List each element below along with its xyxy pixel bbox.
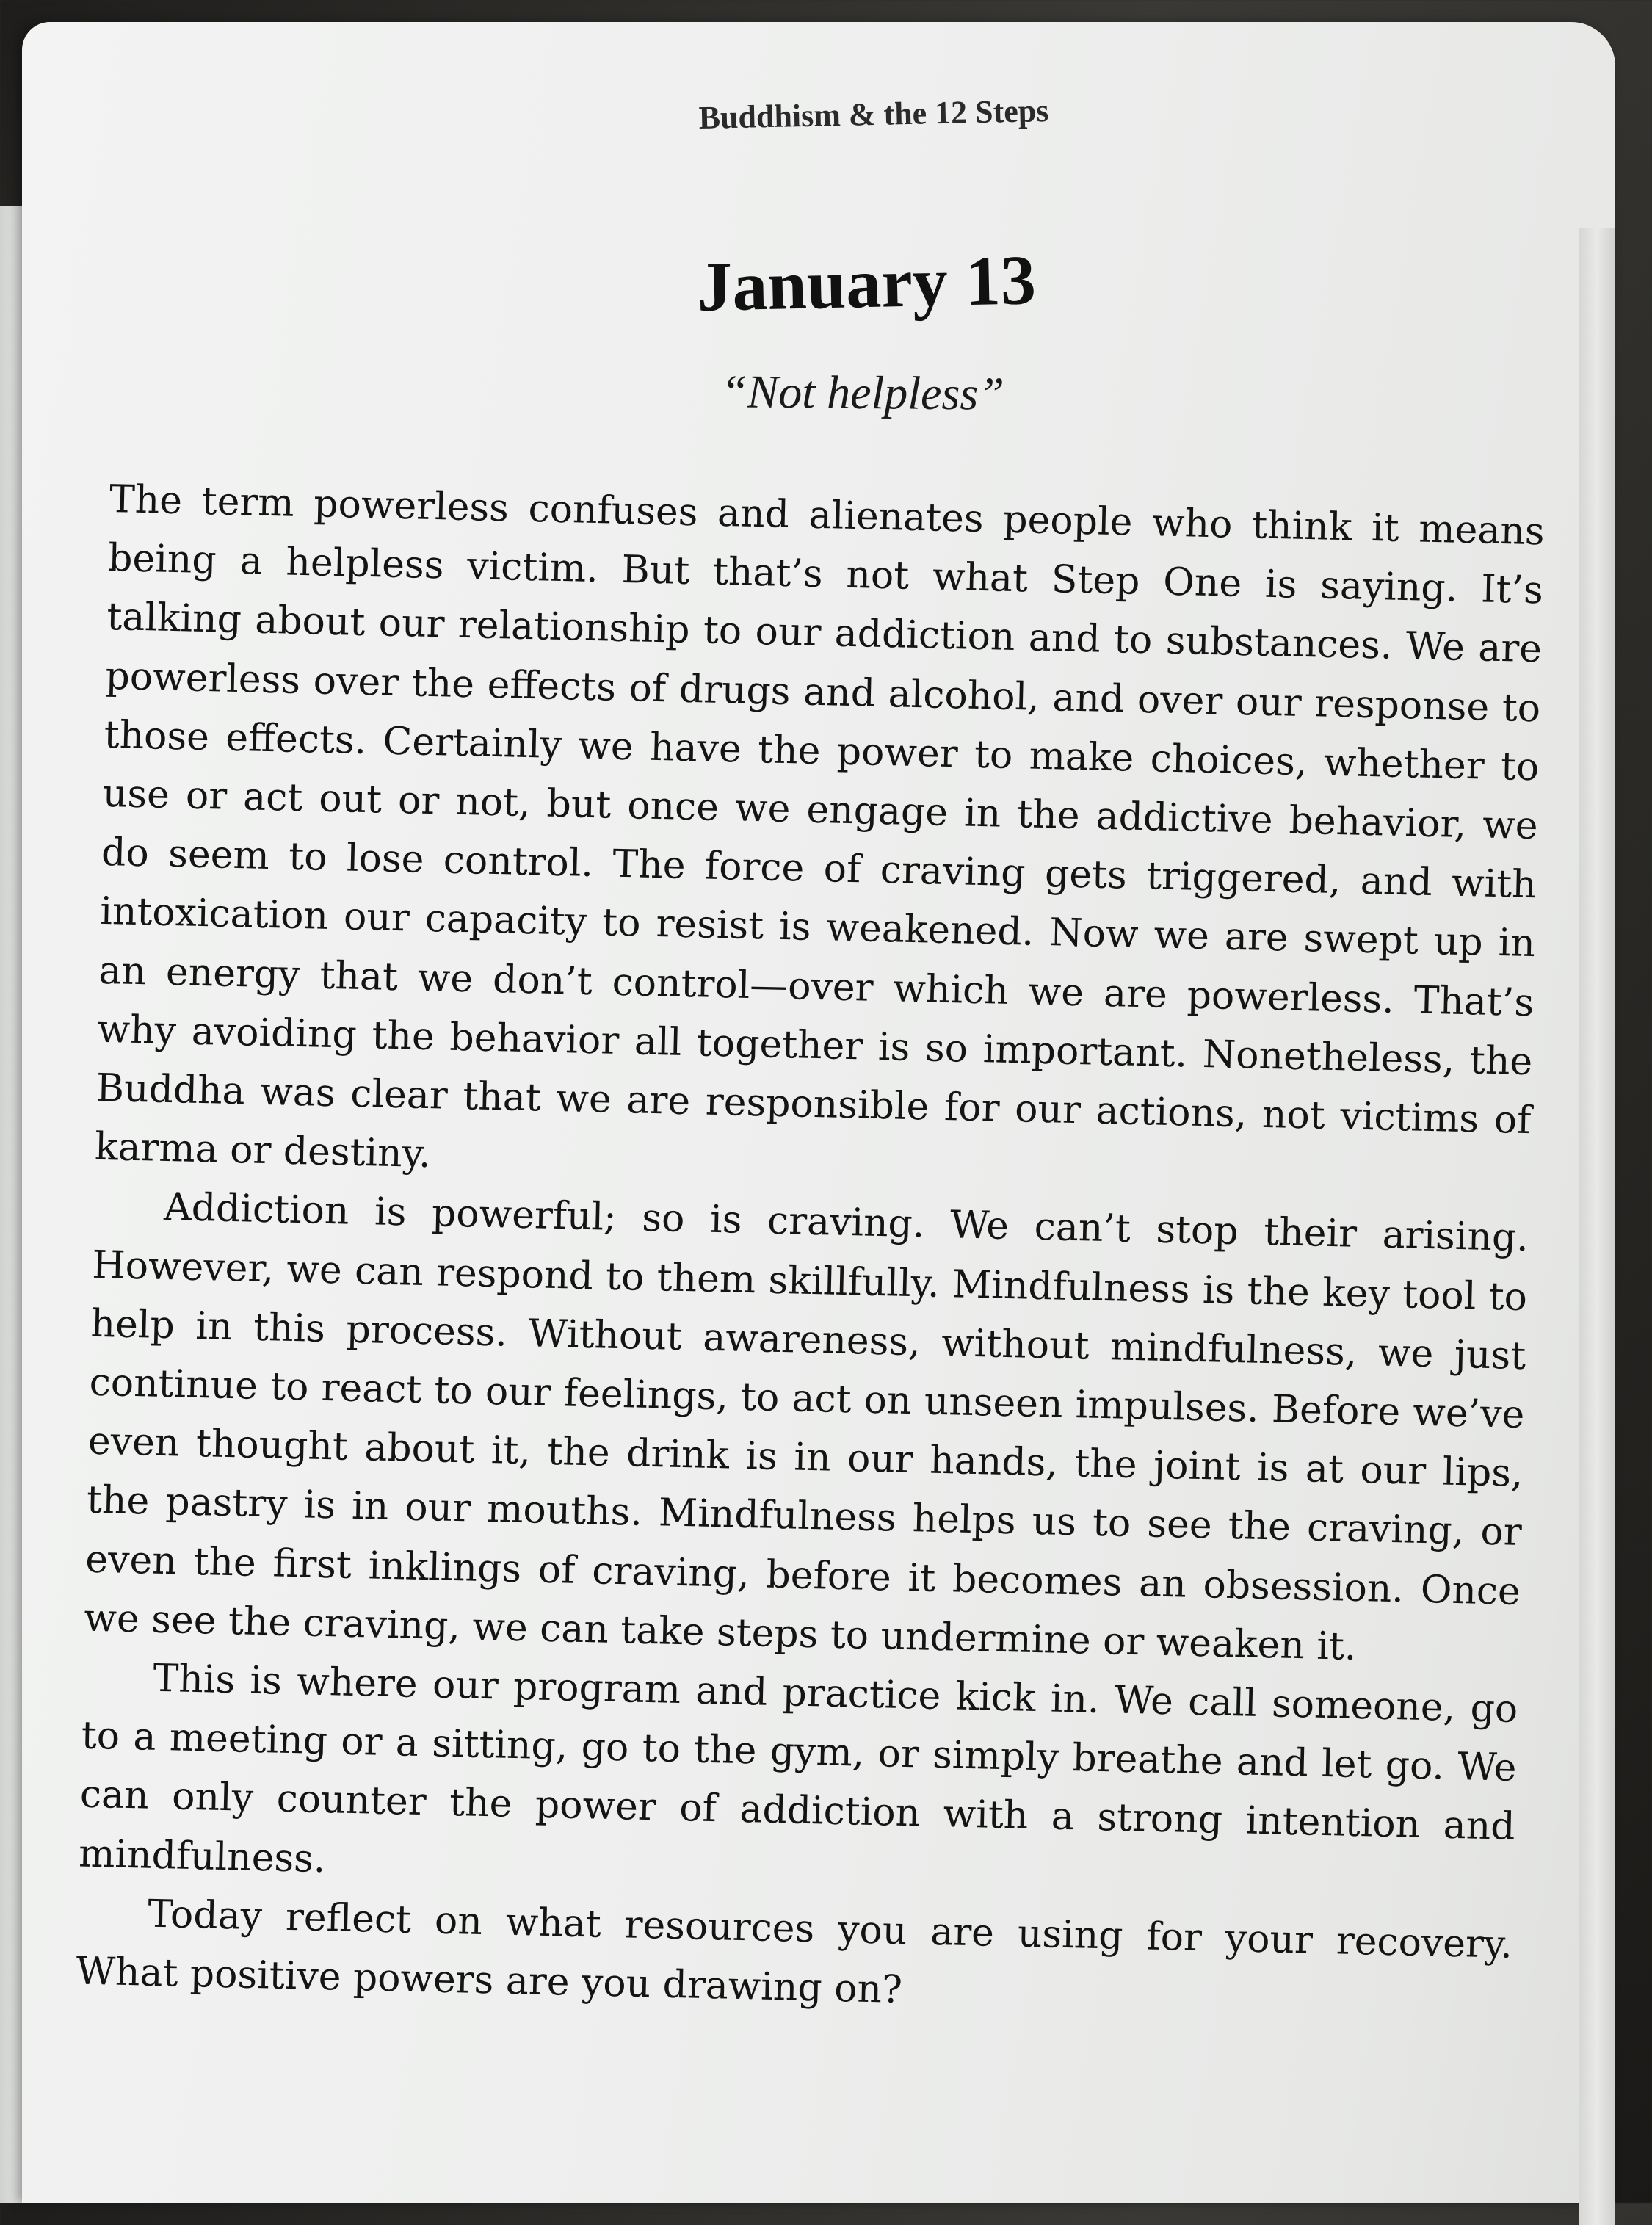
entry-subtitle: “Not helpless” bbox=[720, 365, 1005, 420]
running-head: Buddhism & the 12 Steps bbox=[698, 93, 1049, 136]
paragraph: Addiction is powerful; so is craving. We can’t stop their arising. However, we can respond to them skillfully. Mindfulness is the key tool to help in this process. Without awareness, without mindfulness, we just continue to react to our feelings, to act on unseen impulses. Before we’ve even thought about it, the drink is in our hands, the joint is at our lips, the pastry is in our mouths. Mindfulness helps us to see the craving, or even the first inklings of craving, before it becomes an obsession. Once we see the craving, we can take steps to undermine or weaken it. bbox=[83, 1185, 1529, 1669]
date-title: January 13 bbox=[696, 240, 1037, 326]
paragraph: This is where our program and practice kick in. We call someone, go to a meeting or a sitting, go to the gym, or simply breathe and let go. We can only counter the power of addiction with a strong intention and mindfulness. bbox=[78, 1656, 1518, 1881]
page-right-edge bbox=[1579, 228, 1615, 2225]
book-page bbox=[22, 22, 1615, 2203]
paragraph: The term powerless confuses and alienates people who think it means being a helpless victim. But that’s not what Step One is saying. It’s talking about our relationship to our addiction and to substances. We are powerless over the effects of drugs and alcohol, and over our response to those effects. Certainly we have the power to make choices, whether to use or act out or not, but once we engage in the addictive behavior, we do seem to lose control. The force of craving gets triggered, and with intoxication our capacity to resist is weakened. Now we are swept up in an energy that we don’t control—over which we are powerless. That’s why avoiding the behavior all together is so important. Nonetheless, the Buddha was clear that we are responsible for our actions, not victims of karma or destiny. bbox=[94, 477, 1546, 1177]
body-text bbox=[76, 470, 1546, 2033]
paragraph: Today reflect on what resources you are using for your recovery. What positive powers are you drawing on? bbox=[75, 1892, 1513, 2013]
